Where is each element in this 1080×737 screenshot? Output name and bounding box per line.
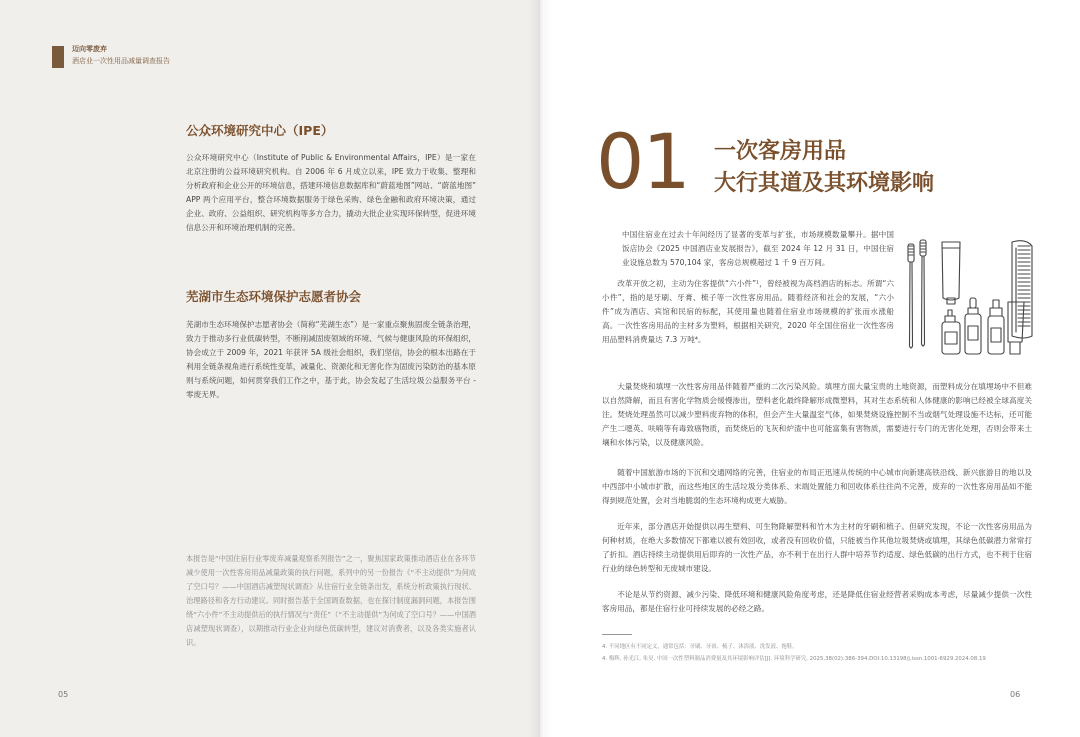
footnote-1: 4. 不同地区有不同定义，通常包括：牙刷、牙膏、梳子、沐浴液、洗发液、拖鞋。 — [602, 644, 798, 650]
amenities-illustration — [904, 236, 1038, 360]
lotion-bottle-icon — [965, 298, 981, 354]
report-note: 本报告是“中国住宿行业零废弃减量观察系列报告”之一，聚焦国家政策推动酒店业在各环节减少使用一次性客房用品减量政策的执行问题，系列中的另一份报告《“不主动提供”为何成了空口号？——中国酒店减塑现状调查》从住宿行业全链条出发，系统分析政策执行现状、治理路径和各方行动建议。同时报告基于全国调查数据，也在探讨制度漏洞问题，本报告围绕“六小件”不主动提供后的执行情况与“责任”（“不主动提供”为何成了空口号？——中国酒店减塑现状调查），以期推动行业企业向绿色低碳转型，建议对消费者，以及各类实施者认识。 — [186, 554, 476, 647]
ipe-section-title: 公众环境研究中心（IPE） — [186, 123, 334, 138]
toothbrush-icon — [908, 244, 914, 348]
paragraph-5-text: 近年来，部分酒店开始提供以再生塑料、可生物降解塑料和竹木为主材的牙刷和梳子。但研究发现，不论一次性客房用品为何种材质，在绝大多数情况下都难以被有效回收，或者没有回收价值，只能被当作其他垃圾焚烧或填埋，其绿色低碳潜力常常打了折扣。酒店持续主动提供用后即弃的一次性产品，亦不利于在出行人群中培养节约适度、绿色低碳的出行方式，也不利于住宿行业的绿色转型和无废城市建设。 — [602, 522, 1032, 574]
paragraph-5 — [602, 520, 1032, 576]
toothbrush-icon — [920, 240, 926, 346]
chapter-title-line-1: 一次客房用品 — [714, 139, 847, 164]
paragraph-2 — [602, 277, 894, 347]
paragraph-3 — [602, 380, 1032, 450]
ipe-section-body — [186, 151, 476, 236]
book-gutter — [528, 0, 552, 737]
header-line-1: 迈向零废弃 — [72, 45, 107, 53]
header-line-2: 酒店业一次性用品减量调查报告 — [72, 57, 170, 65]
toothpaste-tube-icon — [942, 242, 960, 304]
paragraph-1 — [622, 228, 894, 270]
paragraph-3-text: 大量焚烧和填埋一次性客房用品伴随着严重的二次污染风险。填埋方面大量宝贵的土地资源，而塑料成分在填埋场中不但难以自然降解，而且有害化学物质会缓慢渗出，塑料老化最终降解形成微塑料，其对生态系统和人体健康的影响已经被全球高度关注。焚烧处理虽然可以减少塑料废弃物的体积，但会产生大量温室气体，如果焚烧设施控制不当或烟气处理设施不达标，还可能产生二噁英、呋喃等有毒致癌物质，而焚烧后的飞灰和炉渣中也可能富集有害物质，需要进行专门的无害化处理，否则会带来土壤和水体污染，以及健康风险。 — [602, 382, 1032, 448]
conditioner-bottle-icon — [988, 300, 1004, 354]
footnote-2: 4. 梅辉, 孙光江, 朱昊. 中国一次性塑料制品消费量及其环境影响评估[J]. 环境科学研究, 2025,38(02):386-394.DOI:10.13198/j.issn.1001-6929.2024.08.19 — [602, 656, 986, 662]
paragraph-4 — [602, 466, 1032, 508]
right-page — [540, 0, 1080, 737]
left-page-number: 05 — [58, 690, 69, 699]
paragraph-1-text: 中国住宿业在过去十年间经历了显著的变革与扩张，市场规模数量攀升。据中国饭店协会《2025 中国酒店业发展报告》，截至 2024 年 12 月 31 日，中国住宿业设施总数为 570,104 家，客房总规模超过 1 千 9 百万间。 — [622, 230, 894, 268]
comb-icon — [1012, 241, 1032, 338]
chapter-title-line-2: 大行其道及其环境影响 — [714, 171, 935, 196]
paragraph-2-text: 改革开放之初，主动为住客提供“六小件”¹，曾经被视为高档酒店的标志。所谓“六小件”，指的是牙刷、牙膏、梳子等一次性客房用品。随着经济和社会的发展，“六小件”成为酒店、宾馆和民宿的标配，其使用量也随着住宿业市场规模的扩张而水涨船高。一次性客房用品的主材多为塑料，根据相关研究，2020 年全国住宿业一次性客房用品塑料消费量达 7.3 万吨⁴。 — [602, 279, 894, 345]
header-accent-bar — [52, 46, 64, 68]
paragraph-6-text: 不论是从节约资源、减少污染、降低环境和健康风险角度考虑，还是降低住宿业经营者采购成本考虑，尽量减少提供一次性客房用品，都是住宿行业可持续发展的必经之路。 — [602, 590, 1032, 614]
wuhu-section-title: 芜湖市生态环境保护志愿者协会 — [186, 289, 362, 304]
paragraph-4-text: 随着中国旅游市场的下沉和交通网络的完善，住宿业的布局正迅速从传统的中心城市向新建高铁沿线、新兴旅游目的地以及中西部中小城市扩散，而这些地区的生活垃圾分类体系、末端处置能力和回收体系往往尚不完善，废弃的一次性客房用品如不能得到规范处置，会对当地脆弱的生态环境构成更大威胁。 — [602, 468, 1032, 506]
wuhu-section-body — [186, 318, 476, 403]
footnote-divider — [602, 634, 632, 635]
wuhu-body-text: 芜湖市生态环境保护志愿者协会（简称“芜湖生态”）是一家重点聚焦固废全链条治理，致力于推动多行业低碳转型，不断削减固废领域的环境、气候与健康风险的环保组织，协会成立于 2009 年，2021 年获评 5A 级社会组织，我们坚信，协会的根本出路在于利用全链条视角进行系统性变革，减量化、资源化和无害化作为固废污染防治的基本原则与系统问题，如何贯穿我们工作之中，基于此，协会发起了生活垃圾公益服务平台 - 零废无界。 — [186, 320, 476, 400]
shampoo-bottle-icon — [942, 310, 960, 354]
paragraph-6 — [602, 588, 1032, 616]
chapter-number: 01 — [596, 117, 689, 206]
ipe-body-text: 公众环境研究中心（Institute of Public & Environmental Affairs，IPE）是一家在北京注册的公益环境研究机构。自 2006 年 6 月成立以来，IPE 致力于收集、整理和分析政府和企业公开的环境信息，搭建环境信息数据库和“蔚蓝地图”网站、“蔚蓝地图” APP 两个应用平台，整合环境数据服务于绿色采购、绿色金融和政府环境决策，通过企业、政府、公益组织、研究机构等多方合力，撬动大批企业实现环保转型，促进环境信息公开和环境治理机制的完善。 — [186, 153, 476, 233]
right-page-number: 06 — [1010, 690, 1021, 699]
